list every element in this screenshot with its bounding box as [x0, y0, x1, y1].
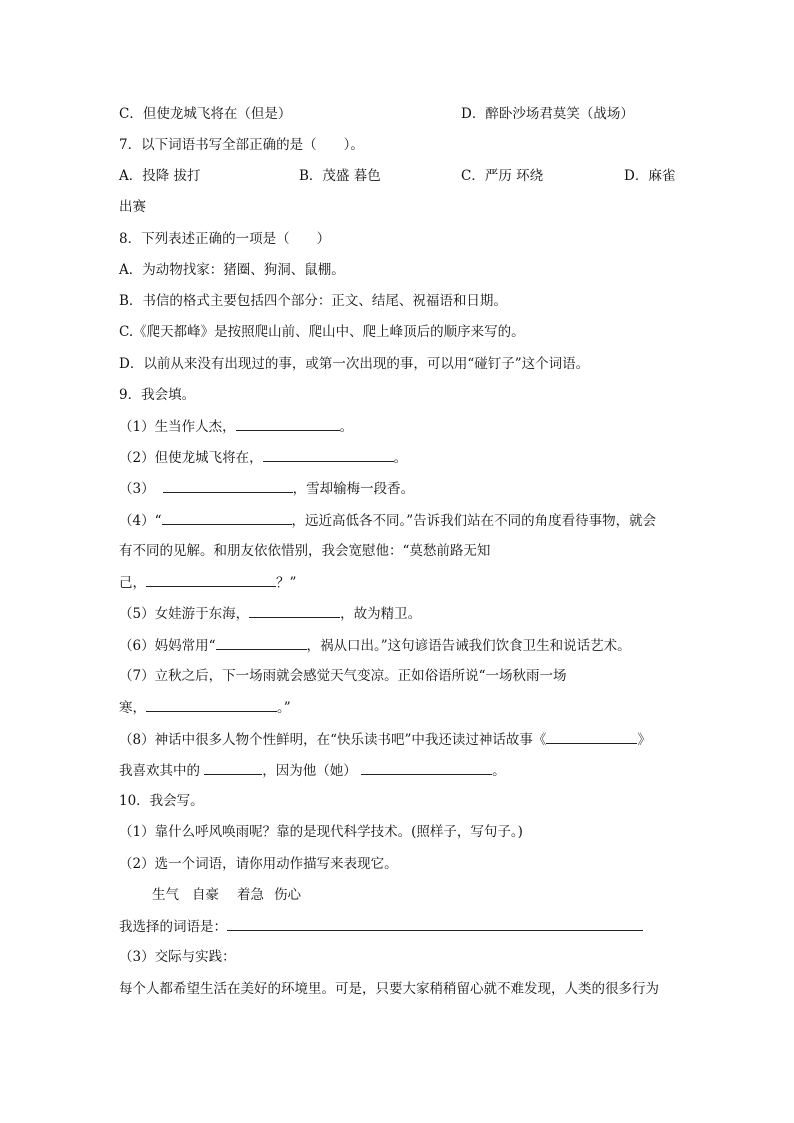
q7-option-d-cont: 出赛: [119, 199, 146, 215]
q9-4-end: ，远近高低各不同。”告诉我们站在不同的角度看待事物，就会: [291, 513, 657, 529]
q9-6-text: （6）妈妈常用“: [119, 638, 216, 654]
q9-item-7-line2: [119, 697, 291, 718]
q8-stem: 8．下列表述正确的一项是（ ）: [119, 231, 331, 247]
answer-blank[interactable]: [236, 416, 340, 431]
q9-2-end: 。: [393, 450, 408, 466]
q9-item-4: [119, 510, 656, 531]
q8-option-b: B．书信的格式主要包括四个部分：正文、结尾、祝福语和日期。: [119, 293, 507, 309]
chosen-word-label: 我选择的词语是：: [119, 919, 227, 935]
word-choices: [152, 885, 301, 905]
q9-1-end: 。: [339, 419, 354, 435]
q9-stem: 9．我会填。: [119, 387, 196, 403]
q9-item-8-line2: [119, 760, 506, 781]
q9-6-end: ，祸从口出。”这句谚语告诫我们饮食卫生和说话艺术。: [306, 638, 631, 654]
answer-blank[interactable]: [361, 760, 492, 775]
q9-1-text: （1）生当作人杰，: [119, 419, 236, 435]
q9-3-end: ，雪却输梅一段香。: [292, 481, 415, 497]
q10-paragraph: 每个人都希望生活在美好的环境里。可是，只要大家稍稍留心就不难发现，人类的很多行为: [119, 981, 659, 997]
answer-blank[interactable]: [146, 697, 277, 712]
q9-item-6: [119, 635, 631, 656]
q9-item-4-line2: 有不同的见解。和朋友依依惜别，我会宽慰他：“莫愁前路无知: [119, 543, 491, 559]
q10-stem: 10．我会写。: [119, 793, 204, 809]
q9-item-8: [119, 729, 651, 750]
q7-option-a: A．投降 拔打: [119, 168, 201, 184]
answer-blank[interactable]: [227, 916, 643, 931]
answer-blank[interactable]: [249, 603, 340, 618]
q7-stem: 7．以下词语书写全部正确的是（ ）。: [119, 137, 364, 153]
q9-4-l3-text: 己，: [119, 575, 146, 591]
q8-option-a: A．为动物找家：猪圈、狗洞、鼠棚。: [119, 262, 345, 278]
q9-item-2: [119, 447, 407, 468]
q6-option-c: C．但使龙城飞将在（但是）: [119, 106, 292, 122]
word-choice: 自豪: [192, 887, 219, 903]
q9-8-text: （8）神话中很多人物个性鲜明，在“快乐读书吧”中我还读过神话故事《: [119, 732, 547, 748]
q9-8-l2-text: 我喜欢其中的: [119, 763, 205, 779]
answer-blank[interactable]: [204, 760, 262, 775]
word-choice: 生气: [152, 887, 179, 903]
q9-item-4-line3: [119, 572, 296, 593]
q9-5-text: （5）女娃游于东海，: [119, 606, 250, 622]
q9-7-l2-end: 。”: [277, 700, 291, 716]
answer-blank[interactable]: [546, 729, 637, 744]
q9-2-text: （2）但使龙城飞将在，: [119, 450, 263, 466]
q9-4-l3-end: ？”: [276, 575, 297, 591]
q10-item-1: （1）靠什么呼风唤雨呢？靠的是现代科学技术。(照样子，写句子。): [119, 824, 523, 840]
q9-item-1: [119, 416, 353, 437]
word-choice: 伤心: [274, 887, 301, 903]
q9-3-text: （3）: [119, 481, 155, 497]
q7-option-b: B．茂盛 暮色: [299, 168, 381, 184]
answer-blank[interactable]: [216, 635, 307, 650]
q9-item-7: （7）立秋之后，下一场雨就会感觉天气变凉。正如俗语所说“一场秋雨一场: [119, 668, 567, 684]
answer-blank[interactable]: [263, 447, 394, 462]
q9-item-5: [119, 603, 421, 624]
q9-item-3: [119, 478, 414, 499]
q9-5-end: ，故为精卫。: [340, 606, 422, 622]
answer-blank[interactable]: [146, 572, 276, 587]
q9-8-l2-mid: ，因为他（她）: [262, 763, 362, 779]
q9-4-text: （4）“: [119, 513, 162, 529]
q8-option-c: C.《爬天都峰》是按照爬山前、爬山中、爬上峰顶后的顺序来写的。: [119, 324, 525, 340]
q9-7-l2-text: 寒，: [119, 700, 146, 716]
q10-item-3: （3）交际与实践：: [119, 949, 236, 965]
q7-option-c: C．严历 环绕: [461, 168, 544, 184]
chosen-word-line: [119, 916, 643, 937]
q10-item-2: （2）选一个词语，请你用动作描写来表现它。: [119, 856, 398, 872]
q7-option-d: D．麻雀: [624, 168, 676, 184]
q6-option-d: D．醉卧沙场君莫笑（战场）: [461, 106, 634, 122]
q9-8-end: 》: [637, 732, 651, 748]
q9-8-l2-end: 。: [492, 763, 506, 779]
answer-blank[interactable]: [162, 510, 292, 525]
answer-blank[interactable]: [163, 478, 293, 493]
q8-option-d: D．以前从来没有出现过的事，或第一次出现的事，可以用“碰钉子”这个词语。: [119, 356, 590, 372]
word-choice: 着急: [237, 887, 264, 903]
